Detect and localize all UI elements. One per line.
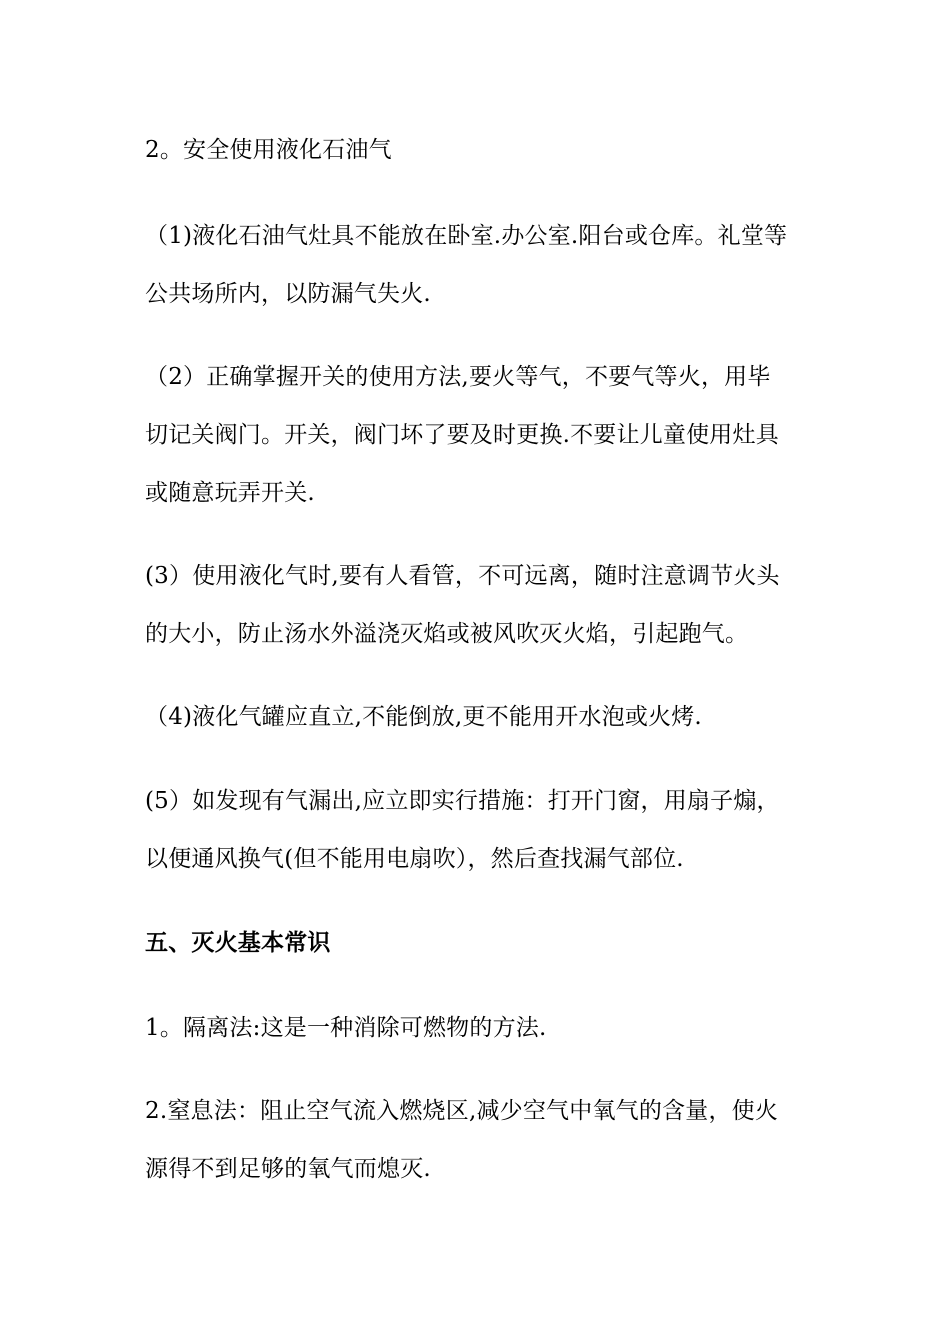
gas-item-4 (145, 688, 810, 746)
gas-item-5 (145, 772, 810, 888)
text-line: (3）使用液化气时,要有人看管，不可远离，随时注意调节火头 (145, 563, 780, 589)
text-line: 切记关阀门。开关，阀门坏了要及时更换.不要让儿童使用灶具 (145, 422, 779, 448)
text-line: （1)液化石油气灶具不能放在卧室.办公室.阳台或仓库。礼堂等 (145, 223, 788, 249)
text-line: 2.窒息法：阻止空气流入燃烧区,减少空气中氧气的含量，使火 (145, 1098, 779, 1124)
text-line: （2）正确掌握开关的使用方法,要火等气，不要气等火，用毕 (145, 364, 771, 390)
method-suffocation (145, 1082, 810, 1198)
text-line: 的大小，防止汤水外溢浇灭焰或被风吹灭火焰，引起跑气。 (145, 621, 749, 647)
text-line: 源得不到足够的氧气而熄灭. (145, 1156, 431, 1182)
text-line: 五、灭火基本常识 (145, 929, 331, 956)
text-line: 以便通风换气(但不能用电扇吹），然后查找漏气部位. (145, 846, 684, 872)
text-line: 或随意玩弄开关. (145, 480, 315, 506)
gas-item-1 (145, 207, 810, 323)
text-line: 公共场所内，以防漏气失火. (145, 281, 431, 307)
method-isolation (145, 999, 810, 1057)
gas-item-3 (145, 547, 810, 663)
text-line: 1。隔离法:这是一种消除可燃物的方法. (145, 1015, 547, 1041)
gas-item-2 (145, 348, 810, 522)
text-line: (5）如发现有气漏出,应立即实行措施：打开门窗，用扇子煽， (145, 788, 780, 814)
text-line: 2。安全使用液化石油气 (145, 137, 392, 163)
section-title-gas-safety (145, 121, 810, 179)
section-heading-firefighting (145, 914, 810, 972)
text-line: （4)液化气罐应直立,不能倒放,更不能用开水泡或火烤. (145, 704, 702, 730)
